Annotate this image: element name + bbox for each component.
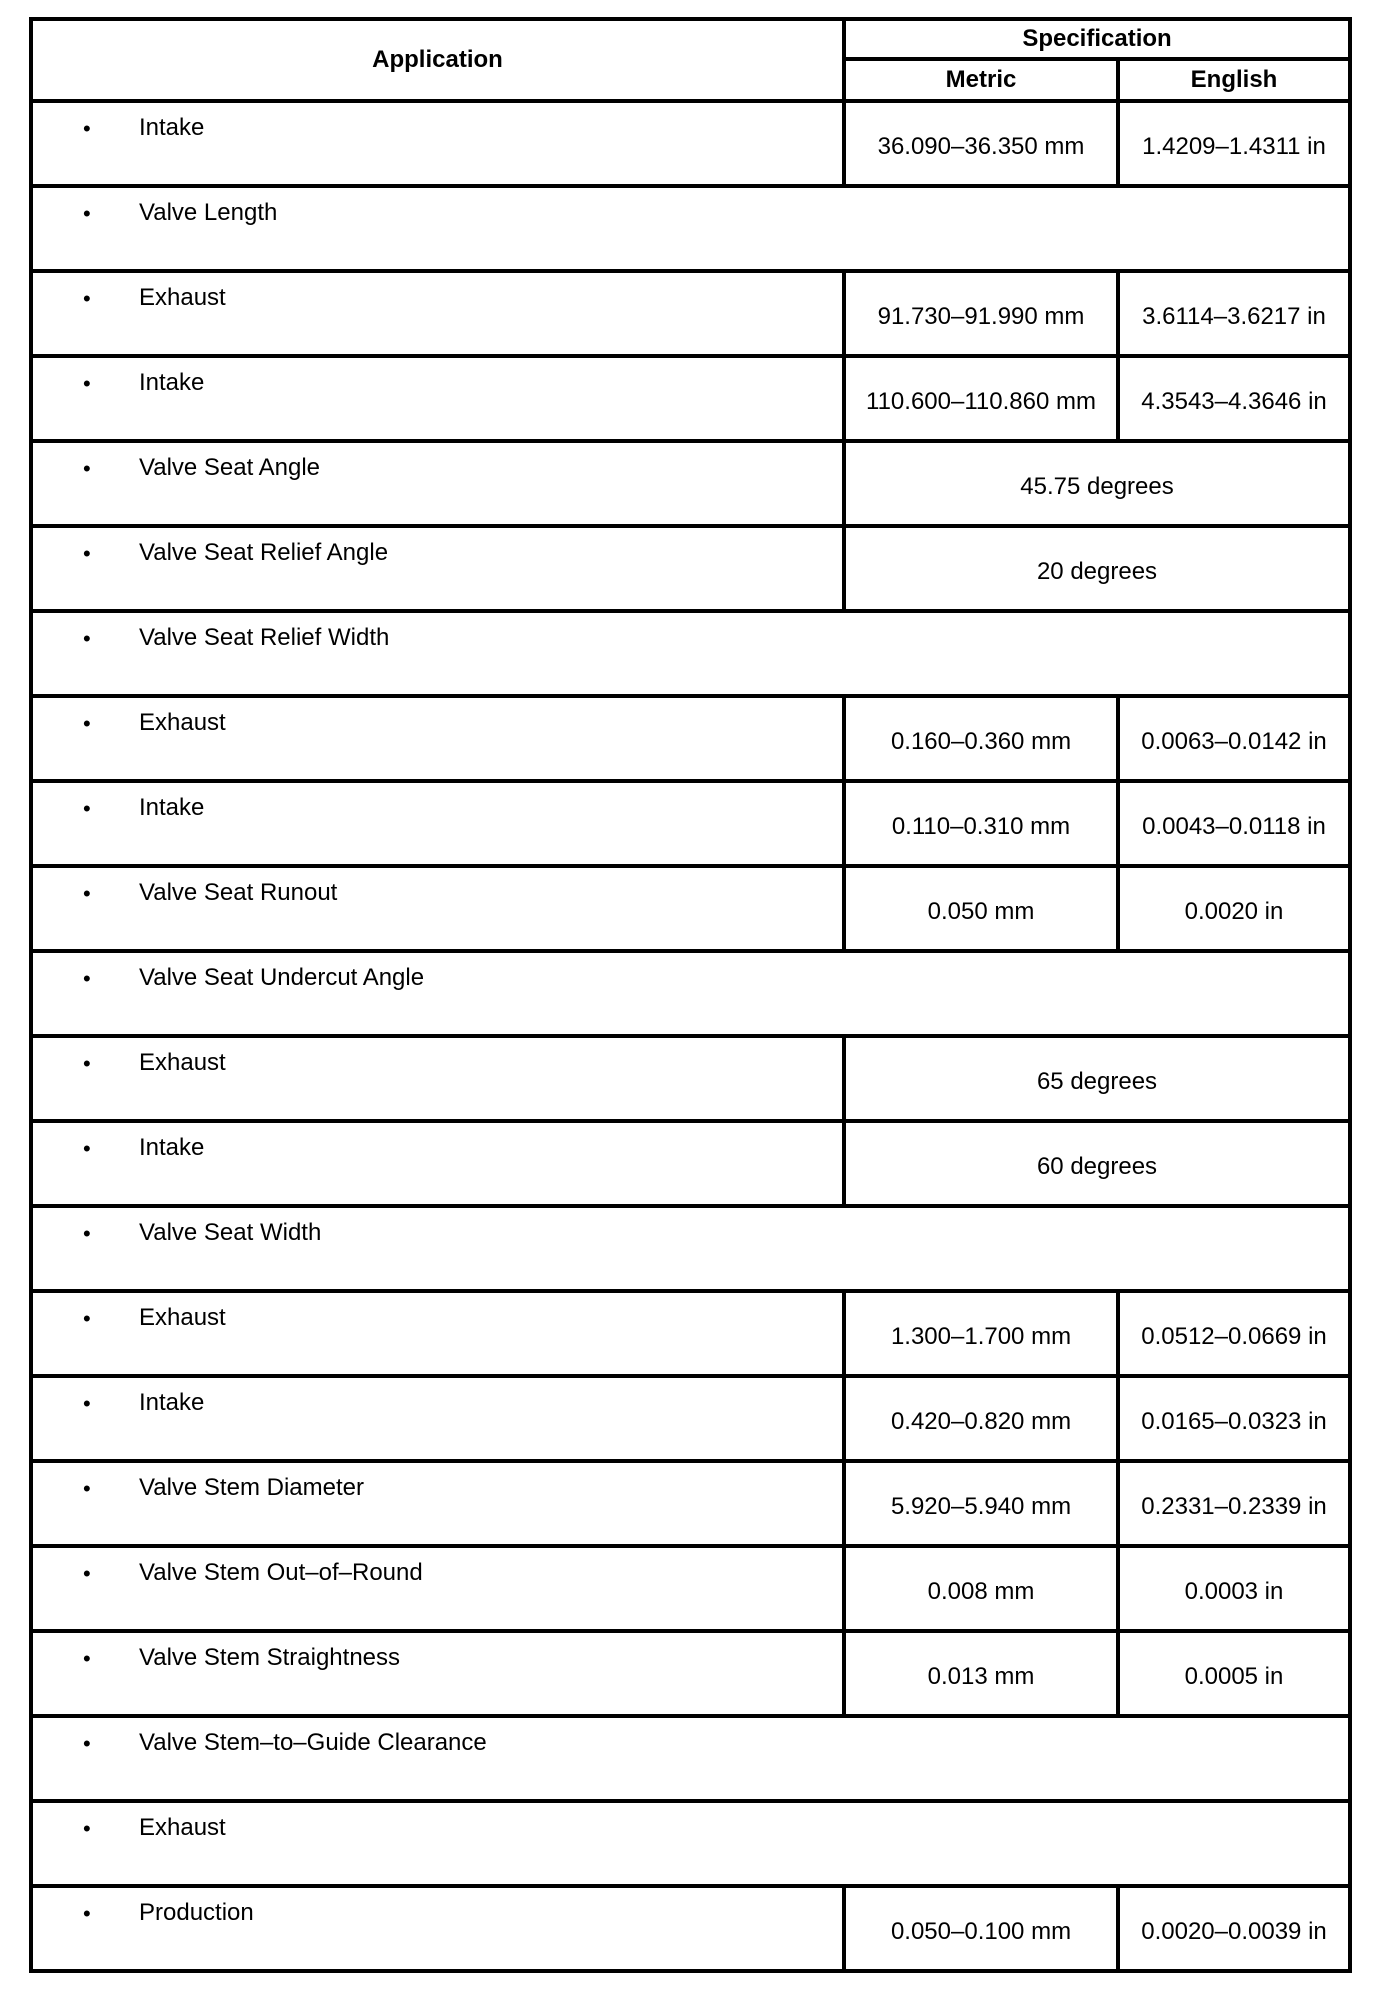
application-cell (31, 1631, 844, 1716)
table-row (31, 271, 1350, 356)
application-cell (31, 1121, 844, 1206)
english-column-header: English (1118, 59, 1350, 101)
application-cell (31, 271, 844, 356)
application-label: Intake (139, 794, 205, 821)
application-cell (31, 1801, 1350, 1886)
bullet-icon: • (83, 1306, 91, 1331)
application-label: Valve Seat Relief Angle (139, 539, 389, 566)
table-row (31, 356, 1350, 441)
bullet-icon: • (83, 1901, 91, 1926)
metric-value: 0.420–0.820 mm (844, 1376, 1118, 1461)
table-row (31, 441, 1350, 526)
bullet-icon: • (83, 711, 91, 736)
specification-value: 20 degrees (844, 526, 1350, 611)
application-label: Intake (139, 1134, 205, 1161)
metric-value: 5.920–5.940 mm (844, 1461, 1118, 1546)
table-row (31, 1376, 1350, 1461)
application-cell (31, 1886, 844, 1971)
application-cell (31, 1716, 1350, 1801)
table-row (31, 1546, 1350, 1631)
application-label: Valve Seat Width (139, 1219, 322, 1246)
table-row (31, 696, 1350, 781)
specification-table (29, 17, 1352, 1973)
specification-value: 60 degrees (844, 1121, 1350, 1206)
application-label: Exhaust (139, 1814, 226, 1841)
bullet-icon: • (83, 1051, 91, 1076)
application-column-header: Application (31, 19, 844, 101)
english-value: 4.3543–4.3646 in (1118, 356, 1350, 441)
table-row (31, 1121, 1350, 1206)
table-row (31, 1206, 1350, 1291)
application-label: Exhaust (139, 284, 226, 311)
application-label: Valve Seat Relief Width (139, 624, 390, 651)
english-value: 0.0063–0.0142 in (1118, 696, 1350, 781)
table-body (31, 101, 1350, 1971)
application-label: Valve Stem Straightness (139, 1644, 401, 1671)
english-value: 0.0512–0.0669 in (1118, 1291, 1350, 1376)
application-label: Valve Seat Undercut Angle (139, 964, 425, 991)
metric-column-header: Metric (844, 59, 1118, 101)
application-label: Production (139, 1899, 254, 1926)
application-cell (31, 696, 844, 781)
application-cell (31, 1036, 844, 1121)
metric-value: 91.730–91.990 mm (844, 271, 1118, 356)
english-value: 0.0020 in (1118, 866, 1350, 951)
application-label: Valve Seat Runout (139, 879, 338, 906)
application-label: Exhaust (139, 1049, 226, 1076)
table-row (31, 951, 1350, 1036)
bullet-icon: • (83, 626, 91, 651)
table-row (31, 1631, 1350, 1716)
table-row (31, 1801, 1350, 1886)
bullet-icon: • (83, 1391, 91, 1416)
specification-value: 45.75 degrees (844, 441, 1350, 526)
application-label: Intake (139, 114, 205, 141)
bullet-icon: • (83, 541, 91, 566)
table-row (31, 1036, 1350, 1121)
english-value: 0.0020–0.0039 in (1118, 1886, 1350, 1971)
application-cell (31, 1461, 844, 1546)
table-row (31, 1886, 1350, 1971)
table-row (31, 611, 1350, 696)
english-value: 3.6114–3.6217 in (1118, 271, 1350, 356)
bullet-icon: • (83, 371, 91, 396)
bullet-icon: • (83, 1221, 91, 1246)
application-cell (31, 1376, 844, 1461)
application-cell (31, 441, 844, 526)
application-cell (31, 611, 1350, 696)
metric-value: 0.160–0.360 mm (844, 696, 1118, 781)
table-row (31, 1461, 1350, 1546)
table-row (31, 1291, 1350, 1376)
bullet-icon: • (83, 456, 91, 481)
bullet-icon: • (83, 1561, 91, 1586)
application-cell (31, 186, 1350, 271)
english-value: 0.0043–0.0118 in (1118, 781, 1350, 866)
application-cell (31, 1291, 844, 1376)
metric-value: 0.050–0.100 mm (844, 1886, 1118, 1971)
bullet-icon: • (83, 881, 91, 906)
table-row (31, 1716, 1350, 1801)
bullet-icon: • (83, 966, 91, 991)
metric-value: 0.008 mm (844, 1546, 1118, 1631)
english-value: 0.2331–0.2339 in (1118, 1461, 1350, 1546)
application-cell (31, 951, 1350, 1036)
english-value: 1.4209–1.4311 in (1118, 101, 1350, 186)
english-value: 0.0165–0.0323 in (1118, 1376, 1350, 1461)
table-row (31, 186, 1350, 271)
application-label: Intake (139, 1389, 205, 1416)
bullet-icon: • (83, 286, 91, 311)
application-label: Exhaust (139, 709, 226, 736)
application-label: Valve Stem Out–of–Round (139, 1559, 423, 1586)
table-row (31, 781, 1350, 866)
bullet-icon: • (83, 1816, 91, 1841)
table-row (31, 866, 1350, 951)
application-label: Valve Length (139, 199, 278, 226)
bullet-icon: • (83, 1136, 91, 1161)
metric-value: 110.600–110.860 mm (844, 356, 1118, 441)
table-row (31, 526, 1350, 611)
table-header (31, 19, 1350, 101)
application-label: Valve Stem–to–Guide Clearance (139, 1729, 487, 1756)
metric-value: 0.050 mm (844, 866, 1118, 951)
application-label: Valve Stem Diameter (139, 1474, 364, 1501)
application-cell (31, 1206, 1350, 1291)
application-label: Intake (139, 369, 205, 396)
specification-column-header: Specification (844, 19, 1350, 59)
table-row (31, 101, 1350, 186)
english-value: 0.0005 in (1118, 1631, 1350, 1716)
application-label: Valve Seat Angle (139, 454, 321, 481)
bullet-icon: • (83, 796, 91, 821)
application-cell (31, 101, 844, 186)
application-cell (31, 781, 844, 866)
application-cell (31, 356, 844, 441)
metric-value: 0.110–0.310 mm (844, 781, 1118, 866)
english-value: 0.0003 in (1118, 1546, 1350, 1631)
bullet-icon: • (83, 116, 91, 141)
specification-value: 65 degrees (844, 1036, 1350, 1121)
application-cell (31, 1546, 844, 1631)
application-label: Exhaust (139, 1304, 226, 1331)
bullet-icon: • (83, 1646, 91, 1671)
metric-value: 1.300–1.700 mm (844, 1291, 1118, 1376)
bullet-icon: • (83, 1476, 91, 1501)
bullet-icon: • (83, 1731, 91, 1756)
metric-value: 0.013 mm (844, 1631, 1118, 1716)
bullet-icon: • (83, 201, 91, 226)
metric-value: 36.090–36.350 mm (844, 101, 1118, 186)
application-cell (31, 526, 844, 611)
application-cell (31, 866, 844, 951)
